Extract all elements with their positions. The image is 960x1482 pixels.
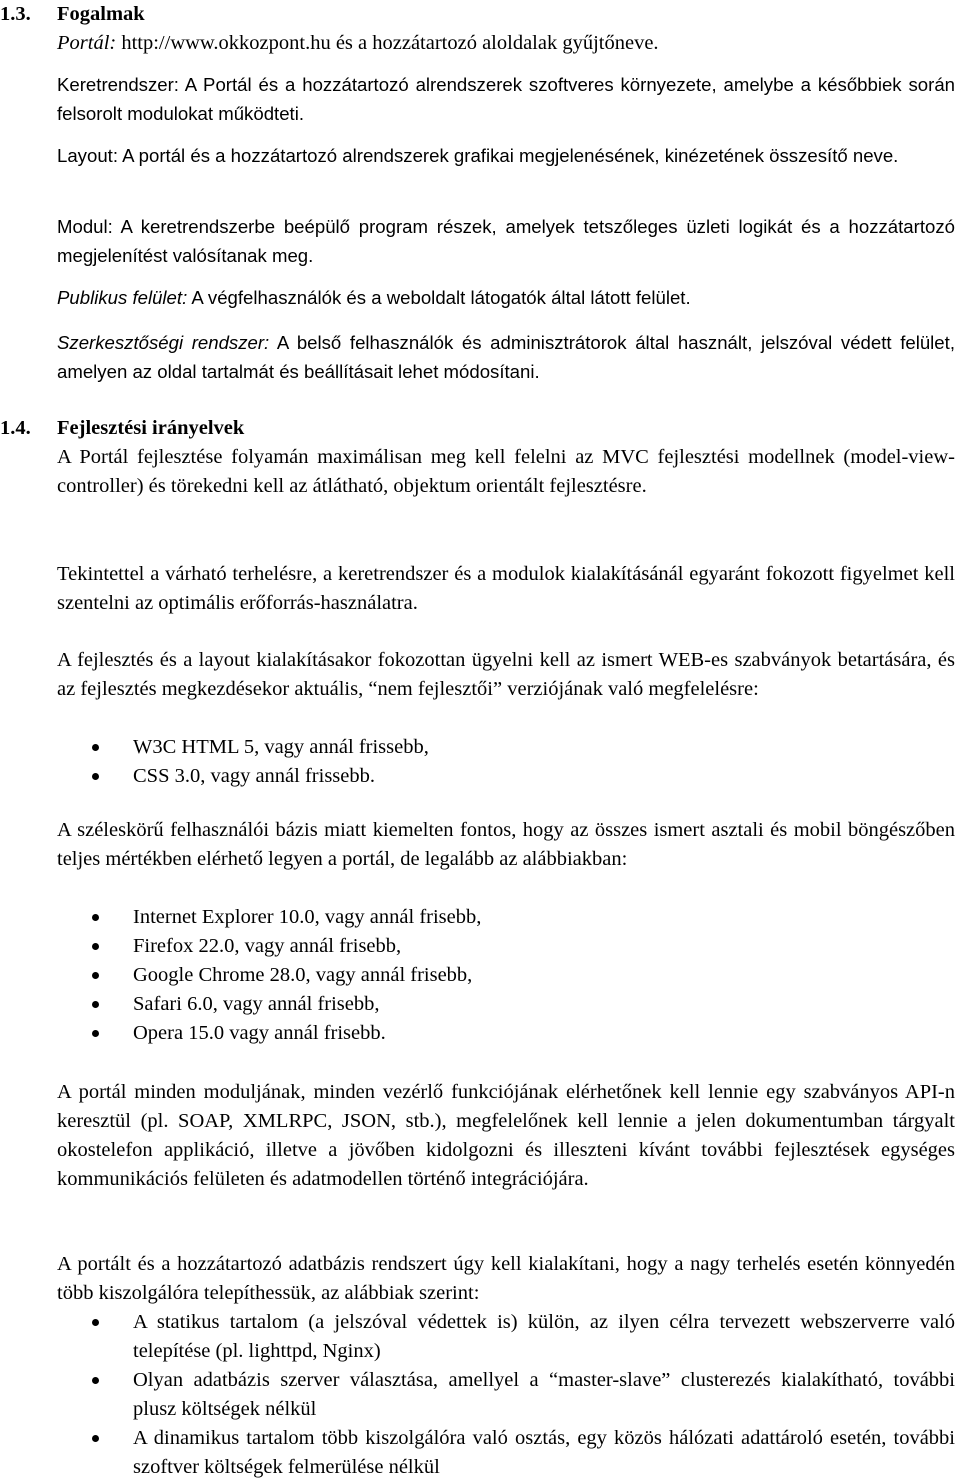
paragraph-bongeszok: A széleskörű felhasználói bázis miatt kiemelten fontos, hogy az összes ismert asztali és mobil böngészőben teljes mértékben elérhető legyen a portál, de legalább az alábbiakban:: [57, 819, 955, 870]
standards-list: [57, 733, 955, 791]
term-szerkesztosegi: Szerkesztőségi rendszer:: [57, 332, 270, 353]
list-item: A dinamikus tartalom több kiszolgálóra való osztás, egy közös hálózati adattároló esetén, további szoftver költségek felmerülése nélkül: [57, 1424, 955, 1482]
list-item: Olyan adatbázis szerver választása, amellyel a “master-slave” clusterezés kialakítható, további plusz költségek nélkül: [57, 1366, 955, 1424]
paragraph-terheles: Tekintettel a várható terhelésre, a keretrendszer és a modulok kialakításánál egyaránt fokozott figyelmet kell szentelni az optimális erőforrás-használatra.: [57, 563, 955, 614]
definition-publikus: [57, 283, 955, 312]
list-item: Internet Explorer 10.0, vagy annál frisebb,: [57, 903, 955, 932]
definition-layout: Layout: A portál és a hozzátartozó alrendszerek grafikai megjelenésének, kinézetének összesítő neve.: [57, 145, 899, 166]
paragraph-mvc: A Portál fejlesztése folyamán maximálisan meg kell felelni az MVC fejlesztési modellnek (model-view-controller) és törekedni kell az átlátható, objektum orientált fejlesztésre.: [57, 446, 955, 497]
paragraph-api: A portál minden moduljának, minden vezérlő funkciójának elérhetőnek kell lennie egy szabványos API-n keresztül (pl. SOAP, XMLRPC, JSON, stb.), megfelelőnek kell lennie a jelen dokumentumban tárgyalt okostelefon applikáció, illetve a jövőben kidolgozni és illeszteni kívánt további fejlesztések egységes kommunikációs felületen és adatmodellen történő integrációjára.: [57, 1081, 955, 1190]
list-item: A statikus tartalom (a jelszóval védettek is) külön, az ilyen célra tervezett webszerverre való telepítése (pl. lighttpd, Nginx): [57, 1308, 955, 1366]
paragraph-adatbazis: A portált és a hozzátartozó adatbázis rendszert úgy kell kialakítani, hogy a nagy terhelés esetén könnyedén több kiszolgálóra telepíthessük, az alábbiak szerint:: [57, 1253, 955, 1304]
definition-szerkesztosegi-text: A belső felhasználók és adminisztrátorok által használt, jelszóval védett felület, amelyen az oldal tartalmát és beállításait lehet módosítani.: [57, 332, 955, 382]
term-publikus: Publikus felület:: [57, 287, 188, 308]
browser-list: [57, 903, 955, 1048]
infrastructure-list: [57, 1308, 955, 1482]
definition-modul: Modul: A keretrendszerbe beépülő program részek, amelyek tetszőleges üzleti logikát és a hozzátartozó megjelenítést valósítanak meg.: [57, 216, 955, 266]
definition-portal-text: http://www.okkozpont.hu és a hozzátartozó aloldalak gyűjtőneve.: [116, 32, 659, 54]
list-item: W3C HTML 5, vagy annál frissebb,: [57, 733, 955, 762]
term-portal: Portál:: [57, 32, 117, 54]
definition-szerkesztosegi: [57, 328, 955, 386]
definition-portal: [57, 29, 955, 58]
list-item: Firefox 22.0, vagy annál frisebb,: [57, 932, 955, 961]
section-heading-1-4: [0, 414, 244, 443]
section-heading-1-3: [0, 0, 145, 29]
list-item: Opera 15.0 vagy annál frisebb.: [57, 1019, 955, 1048]
list-item: Google Chrome 28.0, vagy annál frisebb,: [57, 961, 955, 990]
section-title: Fogalmak: [57, 3, 145, 25]
section-number: 1.4.: [0, 417, 31, 439]
definition-keretrendszer: Keretrendszer: A Portál és a hozzátartozó alrendszerek szoftveres környezete, amelybe a későbbiek során felsorolt modulokat működteti.: [57, 74, 955, 124]
paragraph-web-szabvanyok: A fejlesztés és a layout kialakításakor fokozottan ügyelni kell az ismert WEB-es szabványok betartására, és az fejlesztés megkezdésekor aktuális, “nem fejlesztői” verziójának való megfelelésre:: [57, 649, 955, 700]
definition-publikus-text: A végfelhasználók és a weboldalt látogatók által látott felület.: [187, 287, 691, 308]
list-item: Safari 6.0, vagy annál frisebb,: [57, 990, 955, 1019]
list-item: CSS 3.0, vagy annál frissebb.: [57, 762, 955, 791]
section-title: Fejlesztési irányelvek: [57, 417, 245, 439]
section-number: 1.3.: [0, 3, 31, 25]
